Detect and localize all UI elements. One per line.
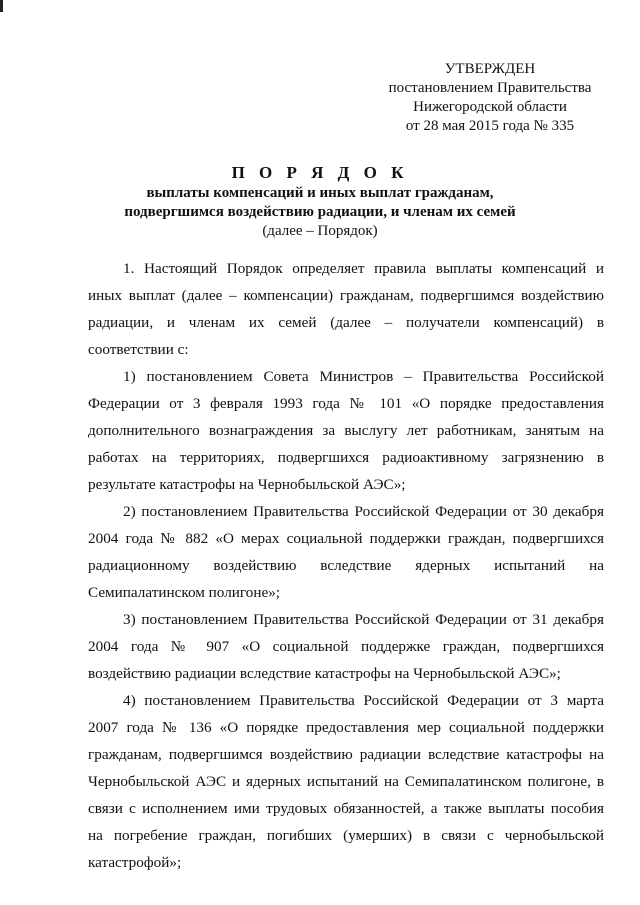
- document-subtitle-line: подвергшимся воздействию радиации, и членам их семей: [124, 204, 516, 220]
- text-line: связи с исполнением ими трудовых обязанностей, а также выплаты пособия: [88, 800, 604, 817]
- approval-line: УТВЕРЖДЕН: [444, 61, 536, 77]
- approval-line: от 28 мая 2015 года № 335: [405, 118, 575, 134]
- text-line: 3) постановлением Правительства Российской Федерации от 31 декабря: [123, 611, 604, 628]
- paragraph-item-1: [88, 363, 604, 498]
- text-line: радиации, и членам их семей (далее – получатели компенсаций) в: [88, 314, 604, 331]
- approval-line: Нижегородской области: [413, 99, 567, 115]
- text-line: Федерации от 3 февраля 1993 года № 101 «О порядке предоставления: [88, 395, 604, 412]
- text-line: результате катастрофы на Чернобыльской АЭС»;: [88, 476, 406, 493]
- text-line: соответствии с:: [88, 341, 189, 358]
- paragraph-item-4: [88, 687, 604, 876]
- text-line: радиационному воздействию вследствие ядерных испытаний на: [88, 557, 604, 574]
- text-line: Семипалатинском полигоне»;: [88, 584, 281, 601]
- text-line: воздействию радиации вследствие катастрофы на Чернобыльской АЭС»;: [88, 665, 561, 682]
- text-line: 2004 года № 907 «О социальной поддержке граждан, подвергшихся: [88, 638, 604, 655]
- paragraph-item-3: [88, 606, 604, 687]
- text-line: на погребение граждан, погибших (умерших) в связи с чернобыльской: [88, 827, 604, 844]
- text-line: иных выплат (далее – компенсации) гражданам, подвергшимся воздействию: [88, 287, 604, 304]
- paragraph-1: [88, 255, 604, 363]
- text-line: катастрофой»;: [88, 854, 182, 871]
- text-line: 1) постановлением Совета Министров – Правительства Российской: [123, 368, 604, 385]
- text-line: 4) постановлением Правительства Российской Федерации от 3 марта: [123, 692, 604, 709]
- text-line: 2004 года № 882 «О мерах социальной поддержки граждан, подвергшихся: [88, 530, 604, 547]
- document-subtitle-line: выплаты компенсаций и иных выплат гражданам,: [146, 185, 494, 201]
- document-short-name-note: (далее – Порядок): [262, 223, 378, 239]
- document-body: [88, 255, 604, 876]
- document-heading: [80, 162, 560, 241]
- text-line: 1. Настоящий Порядок определяет правила выплаты компенсаций и: [123, 260, 604, 277]
- text-line: дополнительного вознаграждения за выслугу лет работникам, занятым на: [88, 422, 604, 439]
- text-line: работах на территориях, подвергшихся радиоактивному загрязнению в: [88, 449, 604, 466]
- approval-stamp: [372, 60, 608, 136]
- text-line: 2007 года № 136 «О порядке предоставления мер социальной поддержки: [88, 719, 604, 736]
- approval-line: постановлением Правительства: [388, 80, 592, 96]
- paragraph-item-2: [88, 498, 604, 606]
- scan-edge-mark: [0, 0, 3, 12]
- text-line: 2) постановлением Правительства Российской Федерации от 30 декабря: [123, 503, 604, 520]
- text-line: Чернобыльской АЭС и ядерных испытаний на Семипалатинском полигоне, в: [88, 773, 604, 790]
- text-line: гражданам, подвергшимся воздействию радиации вследствие катастрофы на: [88, 746, 604, 763]
- document-title: П О Р Я Д О К: [231, 163, 409, 182]
